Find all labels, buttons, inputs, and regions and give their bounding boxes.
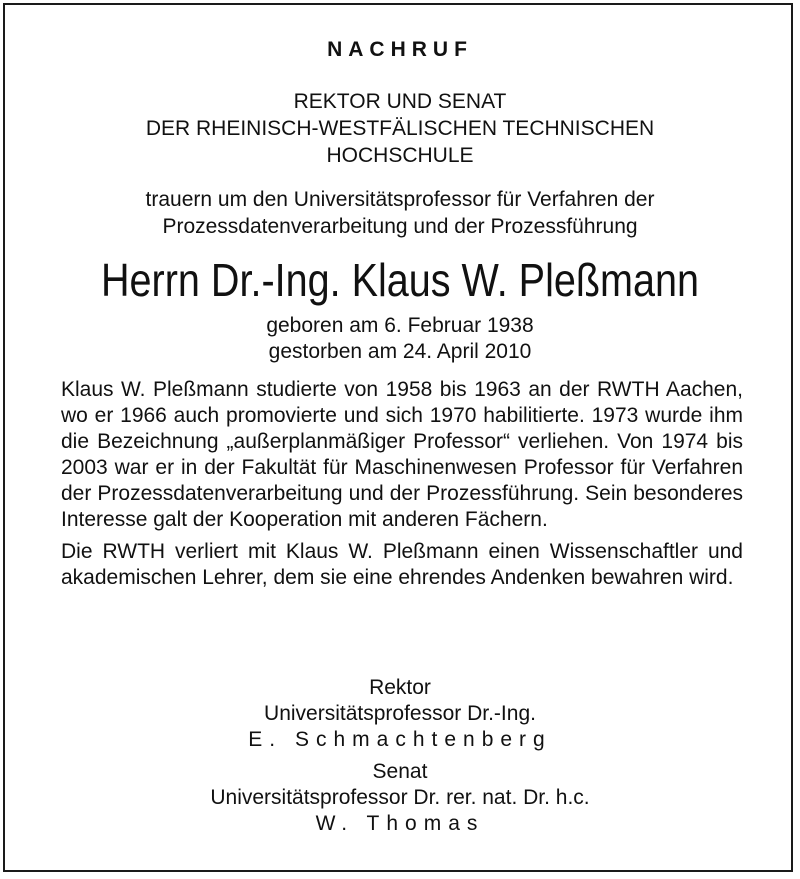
signature-rektor-name: E. Schmachtenberg — [248, 728, 552, 751]
obituary-body — [61, 377, 743, 591]
mourning-line-1: trauern um den Universitätsprofessor für Verfahren der — [145, 188, 655, 211]
signature-rektor-title: Universitätsprofessor Dr.-Ing. — [264, 702, 536, 725]
organization-block — [0, 88, 800, 169]
signature-rektor — [0, 675, 800, 753]
mourning-statement — [0, 186, 800, 240]
notice-heading: NACHRUF — [327, 38, 473, 61]
death-date: gestorben am 24. April 2010 — [268, 340, 532, 363]
deceased-name: Herrn Dr.-Ing. Klaus W. Pleßmann — [100, 254, 699, 306]
body-paragraph-2: Die RWTH verliert mit Klaus W. Pleßmann einen Wissenschaftler und akademischen Lehrer, dem sie eine ehrendes Andenken bewahren wird. — [61, 540, 743, 589]
birth-date: geboren am 6. Februar 1938 — [266, 314, 534, 337]
organization-line-1: REKTOR UND SENAT — [293, 90, 507, 113]
body-paragraph-1: Klaus W. Pleßmann studierte von 1958 bis 1963 an der RWTH Aachen, wo er 1966 auch promovierte und sich 1970 habilitierte. 1973 wurde ihm die Bezeichnung „außerplanmäßiger Professor“ verliehen. Von 1974 bis 2003 war er in der Fakultät für Maschinenwesen Professor für Verfahren der Prozessdatenverarbeitung und der Prozessführung. Sein besonderes Interesse galt der Kooperation mit anderen Fächern. — [61, 378, 743, 531]
signature-senat-name: W. Thomas — [315, 812, 485, 835]
organization-line-3: HOCHSCHULE — [326, 144, 474, 167]
signature-senat — [0, 759, 800, 837]
signature-senat-role: Senat — [372, 760, 428, 783]
mourning-line-2: Prozessdatenverarbeitung und der Prozessführung — [162, 215, 638, 238]
signature-rektor-role: Rektor — [369, 676, 431, 699]
life-dates — [0, 313, 800, 365]
signature-senat-title: Universitätsprofessor Dr. rer. nat. Dr. h.c. — [210, 786, 590, 809]
organization-line-2: DER RHEINISCH-WESTFÄLISCHEN TECHNISCHEN — [145, 117, 655, 140]
